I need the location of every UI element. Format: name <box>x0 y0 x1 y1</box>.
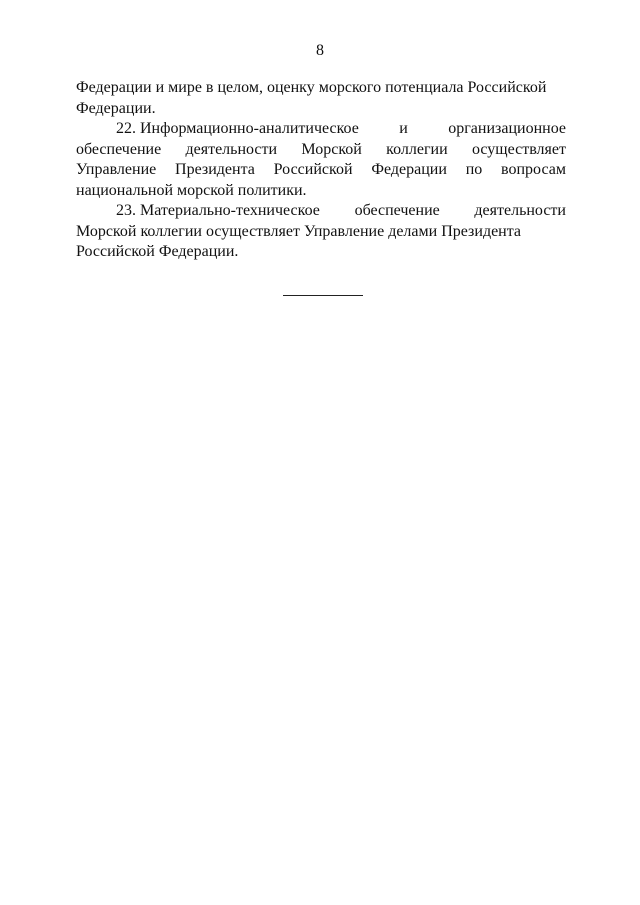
text-line <box>76 242 566 263</box>
text-line <box>76 181 566 202</box>
text-segment: Федерации. <box>76 99 156 117</box>
text-segment: осуществляет <box>471 140 566 158</box>
text-line <box>76 99 566 120</box>
text-segment: деятельности <box>185 140 278 158</box>
text-segment: Федерации <box>371 161 447 178</box>
text-segment: обеспечение <box>354 202 440 219</box>
text-segment: по <box>465 161 483 178</box>
text-segment: и <box>399 120 408 137</box>
page-number: 8 <box>316 42 324 59</box>
text-line <box>76 201 566 222</box>
text-segment: Морской коллегии осуществляет Управление делами Президента <box>76 222 522 240</box>
text-line <box>76 140 566 161</box>
text-segment: вопросам <box>501 161 566 178</box>
text-line <box>76 222 566 243</box>
text-segment: Российской Федерации. <box>76 243 239 260</box>
text-segment: обеспечение <box>76 140 162 158</box>
document-body <box>76 78 566 263</box>
text-segment: Управление <box>76 161 157 178</box>
text-segment: 23. Материально-техническое <box>116 202 320 219</box>
text-segment: Российской <box>273 161 353 178</box>
text-segment: национальной морской политики. <box>76 181 307 199</box>
text-segment: 22. Информационно-аналитическое <box>116 120 359 137</box>
end-of-document-rule <box>283 295 363 296</box>
text-segment: Морской <box>301 140 362 158</box>
text-line <box>76 160 566 181</box>
text-segment: деятельности <box>474 202 566 219</box>
text-segment: организационное <box>448 120 566 137</box>
text-segment: Президента <box>175 161 255 178</box>
text-segment: коллегии <box>386 140 448 158</box>
text-line <box>76 78 566 99</box>
text-segment: Федерации и мире в целом, оценку морского потенциала Российской <box>76 79 547 96</box>
text-line <box>76 119 566 140</box>
